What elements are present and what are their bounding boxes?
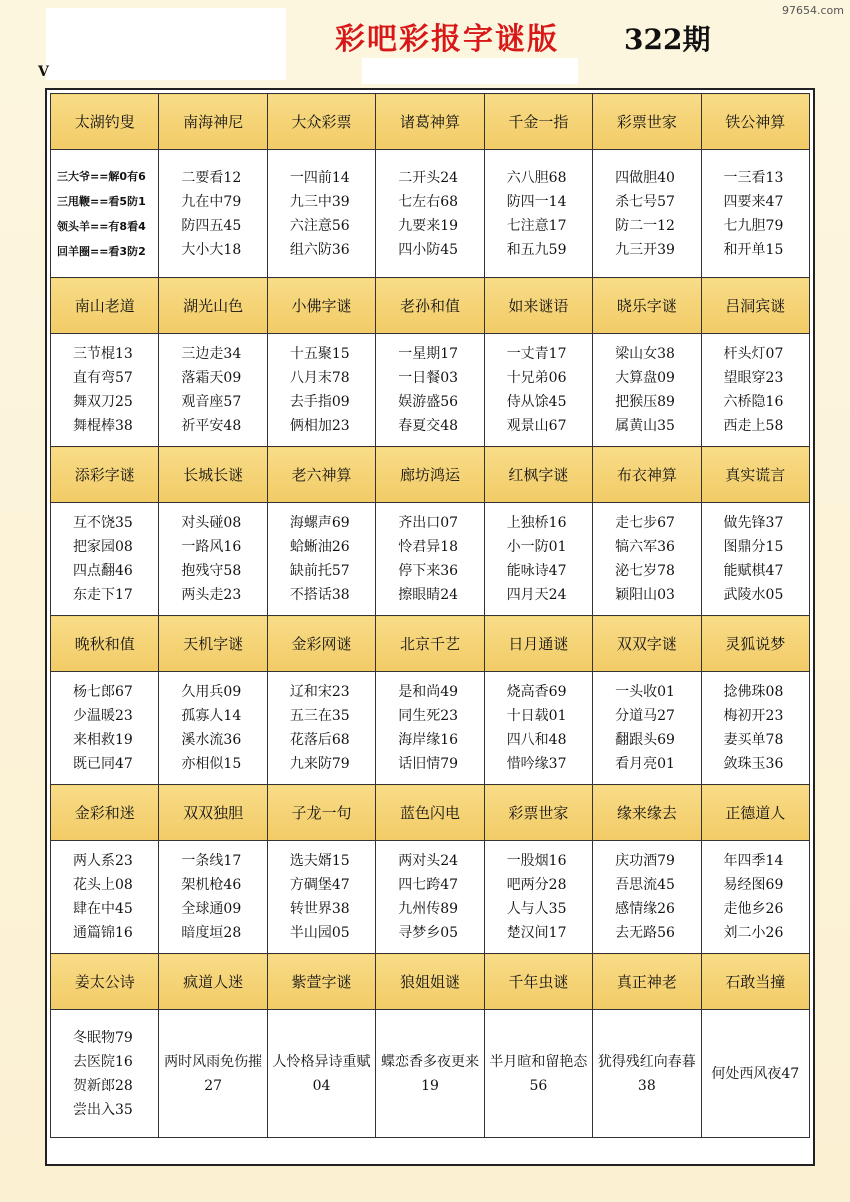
clue-row (51, 672, 810, 785)
clue-line: 舞棍棒38 (73, 418, 133, 434)
clue-row (51, 841, 810, 954)
clue-line: 上独桥16 (506, 515, 567, 531)
clue-line: 两头走23 (181, 587, 242, 603)
author-name: 姜太公诗 (51, 954, 159, 1010)
clue-line: 尝出入35 (73, 1101, 133, 1118)
clue-line: 六注意56 (289, 217, 350, 234)
clue-line: 走他乡26 (723, 901, 784, 917)
issue-number: 322期 (624, 23, 711, 56)
header-blank-strip (362, 58, 578, 84)
clue-line: 落霜天09 (181, 370, 242, 386)
author-name: 大众彩票 (267, 94, 375, 150)
clue-line: 贺新郎28 (73, 1077, 133, 1094)
clue-row (51, 150, 810, 278)
clue-line: 三大爷==解0有6 (57, 169, 146, 183)
clue-line: 一日餐03 (398, 370, 459, 386)
clue-line: 一头收01 (615, 684, 675, 700)
author-name: 铁公神算 (701, 94, 809, 150)
author-name: 千金一指 (484, 94, 592, 150)
clue-line: 四小防45 (398, 241, 459, 258)
clue-cell (159, 503, 267, 616)
clue-cell (159, 672, 267, 785)
author-name: 灵狐说梦 (701, 616, 809, 672)
clue-row (51, 1010, 810, 1138)
clue-cell (701, 841, 809, 954)
clue-cell (376, 841, 484, 954)
clue-line: 敛珠玉36 (723, 756, 784, 772)
author-name: 石敢当撞 (701, 954, 809, 1010)
author-row (51, 954, 810, 1010)
clue-line: 二要看12 (181, 169, 242, 186)
clue-cell (701, 503, 809, 616)
clue-line: 冬眠物79 (73, 1029, 133, 1046)
clue-line: 把猴压89 (615, 394, 675, 410)
clue-line: 两时风雨免伤摧27 (164, 1053, 263, 1094)
clue-line: 五三在35 (289, 708, 350, 724)
clue-line: 四做胆40 (615, 169, 675, 186)
clue-line: 易经图69 (723, 877, 784, 893)
author-name: 彩票世家 (484, 785, 592, 841)
clue-line: 四点翻46 (73, 563, 133, 579)
clue-line: 蝶恋香多夜更来19 (380, 1053, 479, 1094)
clue-line: 八月末78 (289, 370, 350, 386)
author-name: 双双字谜 (593, 616, 701, 672)
clue-line: 三节棍13 (73, 346, 133, 362)
clue-line: 杀七号57 (615, 193, 675, 210)
clue-line: 武陵水05 (723, 587, 784, 603)
clue-line: 七左右68 (398, 193, 459, 210)
clue-line: 望眼穿23 (723, 370, 784, 386)
clue-cell (701, 334, 809, 447)
author-name: 南海神尼 (159, 94, 267, 150)
clue-line: 海岸缘16 (398, 732, 459, 748)
author-name: 蓝色闪电 (376, 785, 484, 841)
clue-line: 泌七岁78 (615, 563, 675, 579)
clue-line: 能咏诗47 (506, 563, 567, 579)
author-row (51, 447, 810, 503)
clue-line: 和五九59 (506, 241, 567, 258)
clue-cell (484, 672, 592, 785)
clue-line: 走七步67 (615, 515, 675, 531)
clue-line: 去无路56 (615, 925, 675, 941)
clue-line: 全球通09 (181, 901, 242, 917)
author-name: 晚秋和值 (51, 616, 159, 672)
clue-line: 图鼎分15 (723, 539, 784, 555)
clue-cell (484, 1010, 592, 1138)
clue-line: 防四五45 (181, 217, 242, 234)
clue-cell (484, 841, 592, 954)
clue-cell (701, 672, 809, 785)
author-name: 北京千艺 (376, 616, 484, 672)
author-name: 湖光山色 (159, 278, 267, 334)
clue-cell (51, 150, 159, 278)
clue-cell (593, 672, 701, 785)
clue-line: 回羊圈==看3防2 (57, 244, 146, 258)
author-name: 吕洞宾谜 (701, 278, 809, 334)
clue-line: 转世界38 (289, 901, 350, 917)
page-title: 彩吧彩报字谜版 (335, 22, 559, 57)
clue-line: 四七跨47 (398, 877, 459, 893)
clue-line: 对头碰08 (181, 515, 242, 531)
clue-cell (376, 672, 484, 785)
clue-line: 溪水流36 (181, 732, 242, 748)
clue-line: 春夏交48 (398, 418, 459, 434)
clue-line: 一四前14 (289, 169, 350, 186)
clue-line: 选夫婿15 (289, 853, 350, 869)
clue-cell (701, 1010, 809, 1138)
clue-line: 杆头灯07 (723, 346, 784, 362)
clue-line: 翻跟头69 (615, 732, 675, 748)
clue-line: 七九胆79 (723, 217, 784, 234)
clue-line: 十日载01 (506, 708, 567, 724)
author-name: 正德道人 (701, 785, 809, 841)
clue-line: 四要来47 (723, 193, 784, 210)
clue-line: 二开头24 (398, 169, 459, 186)
clue-cell (484, 150, 592, 278)
clue-line: 海螺声69 (289, 515, 350, 531)
author-name: 日月通谜 (484, 616, 592, 672)
clue-cell (267, 150, 375, 278)
clue-line: 庆功酒79 (615, 853, 675, 869)
clue-line: 四月天24 (506, 587, 567, 603)
author-name: 老六神算 (267, 447, 375, 503)
clue-cell (267, 1010, 375, 1138)
author-name: 布衣神算 (593, 447, 701, 503)
clue-line: 通篇锦16 (73, 925, 133, 941)
clue-line: 西走上58 (723, 418, 784, 434)
clue-line: 分道马27 (615, 708, 675, 724)
clue-cell (484, 503, 592, 616)
clue-cell (159, 841, 267, 954)
clue-line: 一条线17 (181, 853, 242, 869)
clue-line: 犹得残红向春暮38 (597, 1053, 696, 1094)
author-name: 千年虫谜 (484, 954, 592, 1010)
clue-line: 擦眼睛24 (398, 587, 459, 603)
clue-line: 久用兵09 (181, 684, 242, 700)
author-name: 彩票世家 (593, 94, 701, 150)
clue-cell (484, 334, 592, 447)
author-row (51, 785, 810, 841)
clue-line: 一星期17 (398, 346, 459, 362)
clue-line: 蛤蜥油26 (289, 539, 350, 555)
header-blank-panel (46, 8, 286, 80)
clue-cell (376, 150, 484, 278)
clue-line: 辽和宋23 (289, 684, 350, 700)
clue-cell (267, 503, 375, 616)
clue-line: 抱残守58 (181, 563, 242, 579)
clue-line: 领头羊==有8看4 (57, 219, 146, 233)
clue-line: 做先锋37 (723, 515, 784, 531)
clue-line: 停下来36 (398, 563, 459, 579)
clue-line: 和开单15 (723, 241, 784, 258)
clue-line: 防二一12 (615, 217, 675, 234)
clue-line: 感情缘26 (615, 901, 675, 917)
clue-cell (593, 841, 701, 954)
clue-line: 梁山女38 (615, 346, 675, 362)
riddle-table (50, 93, 810, 1138)
clue-line: 九三开39 (615, 241, 675, 258)
clue-row (51, 334, 810, 447)
author-name: 长城长谜 (159, 447, 267, 503)
clue-line: 年四季14 (723, 853, 784, 869)
clue-line: 捻佛珠08 (723, 684, 784, 700)
clue-line: 俩相加23 (289, 418, 350, 434)
clue-cell (267, 672, 375, 785)
clue-line: 把家园08 (73, 539, 133, 555)
clue-cell (51, 841, 159, 954)
clue-line: 九在中79 (181, 193, 242, 210)
clue-line: 妻买单78 (723, 732, 784, 748)
clue-line: 侍从馀45 (506, 394, 567, 410)
clue-line: 杨七郎67 (73, 684, 133, 700)
clue-cell (159, 1010, 267, 1138)
clue-cell (376, 1010, 484, 1138)
clue-line: 三边走34 (181, 346, 242, 362)
clue-line: 防四一14 (506, 193, 567, 210)
author-name: 金彩和迷 (51, 785, 159, 841)
clue-line: 东走下17 (73, 587, 133, 603)
author-name: 金彩网谜 (267, 616, 375, 672)
author-name: 天机字谜 (159, 616, 267, 672)
clue-cell (376, 503, 484, 616)
clue-line: 九要来19 (398, 217, 459, 234)
clue-line: 去医院16 (73, 1053, 133, 1070)
author-name: 诸葛神算 (376, 94, 484, 150)
clue-line: 吾思流45 (615, 877, 675, 893)
clue-line: 不搭话38 (289, 587, 350, 603)
clue-line: 三甩鞭==看5防1 (57, 194, 146, 208)
clue-line: 同生死23 (398, 708, 459, 724)
clue-row (51, 503, 810, 616)
clue-line: 犒六军36 (615, 539, 675, 555)
clue-line: 寻梦乡05 (398, 925, 459, 941)
clue-line: 方碉堡47 (289, 877, 350, 893)
clue-cell (159, 150, 267, 278)
clue-line: 能赋棋47 (723, 563, 784, 579)
clue-line: 花头上08 (73, 877, 133, 893)
author-name: 疯道人迷 (159, 954, 267, 1010)
author-row (51, 616, 810, 672)
clue-line: 六八胆68 (506, 169, 567, 186)
clue-line: 互不饶35 (73, 515, 133, 531)
clue-line: 半月暄和留艳态56 (489, 1053, 588, 1094)
clue-line: 七注意17 (506, 217, 567, 234)
author-name: 红枫字谜 (484, 447, 592, 503)
author-name: 缘来缘去 (593, 785, 701, 841)
author-name: 双双独胆 (159, 785, 267, 841)
clue-cell (593, 150, 701, 278)
author-name: 真实谎言 (701, 447, 809, 503)
clue-line: 吧两分28 (506, 877, 567, 893)
clue-line: 一路风16 (181, 539, 242, 555)
clue-cell (267, 841, 375, 954)
clue-line: 亦相似15 (181, 756, 242, 772)
clue-cell (51, 503, 159, 616)
clue-line: 舞双刀25 (73, 394, 133, 410)
clue-line: 十五聚15 (289, 346, 350, 362)
clue-cell (51, 672, 159, 785)
riddle-board (45, 88, 815, 1166)
clue-line: 半山园05 (289, 925, 350, 941)
clue-line: 颖阳山03 (615, 587, 675, 603)
clue-line: 缺前托57 (289, 563, 350, 579)
author-name: 紫萱字谜 (267, 954, 375, 1010)
clue-line: 一丈青17 (506, 346, 567, 362)
author-name: 如来谜语 (484, 278, 592, 334)
clue-line: 直有弯57 (73, 370, 133, 386)
clue-line: 暗度垣28 (181, 925, 242, 941)
clue-line: 人怜格异诗重赋04 (272, 1053, 371, 1094)
clue-line: 九来防79 (289, 756, 350, 772)
clue-cell (701, 150, 809, 278)
clue-cell (51, 334, 159, 447)
author-name: 南山老道 (51, 278, 159, 334)
clue-line: 两人系23 (73, 853, 133, 869)
clue-cell (267, 334, 375, 447)
author-name: 太湖钓叟 (51, 94, 159, 150)
author-name: 老孙和值 (376, 278, 484, 334)
clue-line: 六桥隐16 (723, 394, 784, 410)
clue-cell (593, 503, 701, 616)
clue-line: 何处西风夜47 (711, 1065, 800, 1082)
clue-line: 四八和48 (506, 732, 567, 748)
clue-line: 小一防01 (506, 539, 567, 555)
clue-line: 九三中39 (289, 193, 350, 210)
clue-cell (51, 1010, 159, 1138)
clue-line: 看月亮01 (615, 756, 675, 772)
clue-cell (159, 334, 267, 447)
clue-line: 九州传89 (398, 901, 459, 917)
clue-line: 烧高香69 (506, 684, 567, 700)
clue-line: 齐出口07 (398, 515, 459, 531)
author-name: 廊坊鸿运 (376, 447, 484, 503)
clue-line: 观景山67 (506, 418, 567, 434)
clue-line: 去手指09 (289, 394, 350, 410)
clue-line: 肆在中45 (73, 901, 133, 917)
clue-line: 惜吟缘37 (506, 756, 567, 772)
clue-line: 来相救19 (73, 732, 133, 748)
site-watermark: 97654.com (782, 4, 844, 17)
clue-line: 少温暖23 (73, 708, 133, 724)
clue-line: 一三看13 (723, 169, 784, 186)
clue-line: 大算盘09 (615, 370, 675, 386)
clue-line: 组六防36 (289, 241, 350, 258)
clue-line: 孤寡人14 (181, 708, 242, 724)
clue-cell (593, 334, 701, 447)
author-name: 真正神老 (593, 954, 701, 1010)
clue-line: 娱游盛56 (398, 394, 459, 410)
author-row (51, 94, 810, 150)
clue-line: 既已同47 (73, 756, 133, 772)
clue-line: 话旧情79 (398, 756, 459, 772)
clue-line: 是和尚49 (398, 684, 459, 700)
clue-line: 大小大18 (181, 241, 242, 258)
author-row (51, 278, 810, 334)
clue-line: 一股烟16 (506, 853, 567, 869)
author-name: 晓乐字谜 (593, 278, 701, 334)
author-name: 添彩字谜 (51, 447, 159, 503)
clue-line: 人与人35 (506, 901, 567, 917)
author-name: 子龙一句 (267, 785, 375, 841)
clue-line: 梅初开23 (723, 708, 784, 724)
clue-line: 楚汉间17 (506, 925, 567, 941)
clue-line: 观音座57 (181, 394, 242, 410)
clue-cell (376, 334, 484, 447)
corner-mark: V (38, 64, 49, 80)
clue-line: 刘二小26 (723, 925, 784, 941)
clue-line: 祈平安48 (181, 418, 242, 434)
clue-cell (593, 1010, 701, 1138)
clue-line: 花落后68 (289, 732, 350, 748)
clue-line: 怜君异18 (398, 539, 459, 555)
author-name: 狼姐姐谜 (376, 954, 484, 1010)
author-name: 小佛字谜 (267, 278, 375, 334)
clue-line: 两对头24 (398, 853, 459, 869)
clue-line: 十兄弟06 (506, 370, 567, 386)
clue-line: 属黄山35 (615, 418, 675, 434)
clue-line: 架机枪46 (181, 877, 242, 893)
